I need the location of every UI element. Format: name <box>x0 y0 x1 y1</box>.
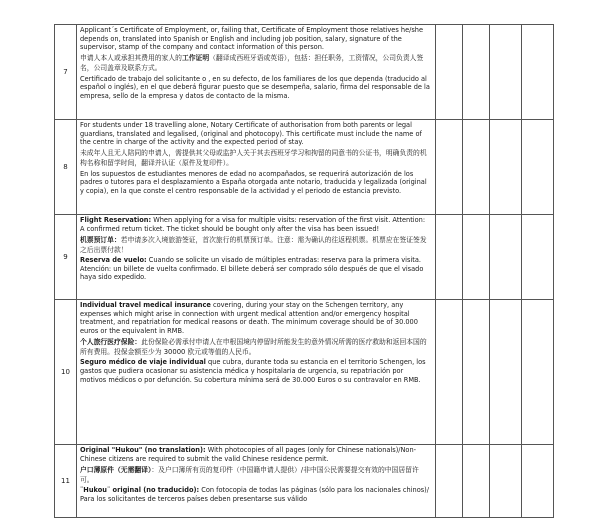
chinese-paragraph <box>80 337 431 357</box>
table-row <box>55 120 554 215</box>
text-span: que cubra, durante toda su estancia en el territorio Schengen, los gastos que pudiera ocasionar su asistencia médica y hospitalaria de urgencia, su repatriación por motivos médicos o por defunción. Su cobertura mínima será de 30.000 Euros o su contravalor en RMB. <box>80 358 426 384</box>
row-number: 8 <box>55 120 77 215</box>
bold-term: 机票预订单： <box>80 235 121 244</box>
check-cell[interactable] <box>463 300 490 445</box>
bold-term: Reserva de vuelo: <box>80 256 147 265</box>
check-cell[interactable] <box>522 215 554 300</box>
chinese-paragraph <box>80 235 431 255</box>
bold-term: Individual travel medical insurance <box>80 301 211 309</box>
table-row <box>55 300 554 445</box>
table-row <box>55 445 554 518</box>
text-span: Con fotocopia de todas las páginas (sólo para los nacionales chinos)/ Para los solicitantes de terceros países deben presentarse sus válido <box>80 486 429 503</box>
requirement-description <box>77 300 436 445</box>
check-cell[interactable] <box>490 120 522 215</box>
chinese-paragraph <box>80 148 431 168</box>
paragraph <box>80 216 431 233</box>
paragraph <box>80 75 431 101</box>
requirement-description <box>77 215 436 300</box>
row-number: 11 <box>55 445 77 518</box>
row-number: 9 <box>55 215 77 300</box>
text-span: For students under 18 travelling alone, Notary Certificate of authorisation from both parents or legal guardians, translated and legalised, (original and photocopy). This certificate must include the name of the centre in charge of the activity and the expected period of stay. <box>80 121 422 147</box>
check-cell[interactable] <box>490 445 522 518</box>
paragraph <box>80 26 431 52</box>
text-span: When applying for a visa for multiple visits: reservation of the first visit. Attention: A confirmed return ticket. The ticket should be bought only after the visa has been issued! <box>80 216 426 233</box>
check-cell[interactable] <box>490 25 522 120</box>
text-span: ：及户口簿所有页的复印件（中国籍申请人提供）/非中国公民需要提交有效的中国居留许可。 <box>80 465 419 484</box>
bold-term: ¨Hukou¨ original (no traducido): <box>80 486 200 495</box>
check-cell[interactable] <box>436 215 463 300</box>
check-cell[interactable] <box>490 215 522 300</box>
check-cell[interactable] <box>436 25 463 120</box>
text-span: En los supuestos de estudiantes menores de edad no acompañados, se requerirá autorización de los padres o tutores para el desplazamiento a España otorgada ante notario, traducida y legalizada (original y copia), en la que conste el centro responsable de la actividad y el periodo de estancia previsto. <box>80 169 427 195</box>
text-span: Applicant´s Certificate of Employment, or, failing that, Certificate of Employment those relatives he/she depends on, translated into Spanish or English and including job position, salary, signature of the supervisor, stamp of the company and contact information of this person. <box>80 26 424 52</box>
text-span: covering, during your stay on the Schengen territory, any expenses which might arise in connection with urgent medical attention and/or emergency hospital treatment, and repatriation for medical reasons or death. The minimum coverage should be of 30.000 euros or the equivalent in RMB. <box>80 301 418 335</box>
text-span: （翻译成西班牙语或英语），包括：担任职务，工资情况，公司负责人签名，公司盖章及联系方式。 <box>80 54 424 73</box>
check-cell[interactable] <box>522 445 554 518</box>
bold-term: 工作证明 <box>181 54 210 63</box>
bold-term: Flight Reservation: <box>80 216 152 224</box>
check-cell[interactable] <box>436 445 463 518</box>
requirement-description <box>77 120 436 215</box>
bold-term: 户口薄原件（无需翻译） <box>80 465 152 474</box>
paragraph <box>80 358 431 384</box>
paragraph <box>80 170 431 196</box>
text-span: 申请人本人或承担其费用的家人的 <box>80 54 182 63</box>
paragraph <box>80 446 431 463</box>
check-cell[interactable] <box>463 120 490 215</box>
table-row <box>55 25 554 120</box>
paragraph <box>80 256 431 282</box>
check-cell[interactable] <box>522 25 554 120</box>
paragraph <box>80 486 431 503</box>
requirement-description <box>77 25 436 120</box>
check-cell[interactable] <box>463 215 490 300</box>
check-cell[interactable] <box>463 445 490 518</box>
text-span: Certificado de trabajo del solicitante o , en su defecto, de los familiares de los que dependa (traducido al español o inglés), en el que deberá figurar puesto que se desempeña, salario, firma del responsable de la empresa, sello de la empresa y datos de contacto de la misma. <box>80 74 430 100</box>
text-span: 若申请多次入境旅游签证，首次旅行的机票预订单。注意：需为确认的往返程机票。机票应在签证签发之后出票付款！ <box>80 235 427 254</box>
paragraph <box>80 301 431 335</box>
text-span: 未成年人且无人陪同的申请人，需提供其父母或监护人关于其去西班牙学习和拘留的同意书的公证书，明确负责的机构名称和留学时间，翻译并认证（原件及复印件）。 <box>80 149 427 168</box>
check-cell[interactable] <box>490 300 522 445</box>
check-cell[interactable] <box>463 25 490 120</box>
check-cell[interactable] <box>436 120 463 215</box>
check-cell[interactable] <box>522 120 554 215</box>
text-span: 此份保险必需承付申请人在申根国境内停留时所能发生的意外情况所需的医疗救助和返回本国的所有费用。投保金额至少为 30000 欧元或等值的人民币。 <box>80 337 427 356</box>
check-cell[interactable] <box>522 300 554 445</box>
text-span: Cuando se solicite un visado de múltiples entradas: reserva para la primera visita. Atención: un billete de vuelta confirmado. El billete deberá ser comprado sólo después de que el visado haya sido expedido. <box>80 256 424 282</box>
requirement-description <box>77 445 436 518</box>
paragraph <box>80 121 431 147</box>
row-number: 7 <box>55 25 77 120</box>
requirements-table <box>54 24 554 518</box>
check-cell[interactable] <box>436 300 463 445</box>
chinese-paragraph <box>80 53 431 73</box>
chinese-paragraph <box>80 465 431 485</box>
bold-term: 个人旅行医疗保险： <box>80 337 142 346</box>
text-span: With photocopies of all pages (only for Chinese nationals)/Non-Chinese citizens are required to submit the valid Chinese residence permit. <box>80 446 417 463</box>
bold-term: Original "Hukou" (no translation): <box>80 446 206 454</box>
row-number: 10 <box>55 300 77 445</box>
table-row <box>55 215 554 300</box>
requirements-table-body <box>55 25 554 518</box>
bold-term: Seguro médico de viaje individual <box>80 358 206 367</box>
